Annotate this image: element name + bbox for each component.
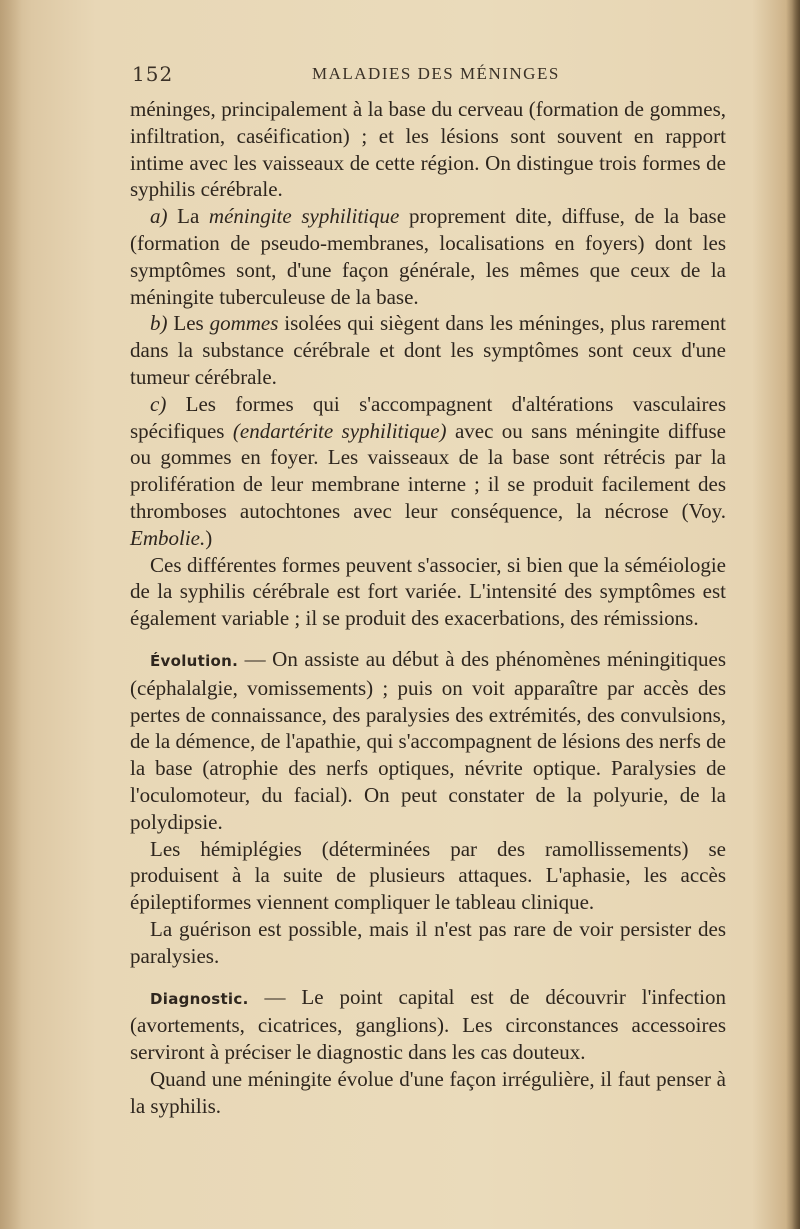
text-run: Les: [173, 311, 204, 336]
main-text: [130, 96, 726, 1119]
text-run: La: [177, 204, 200, 229]
text-run: avec ou sans méningite diffuse ou gommes en foyer. Les vaisseaux de la base sont rétrécis par la prolifération de leur membrane interne ; il se produit facilement des thromboses autochtones avec leur conséquence, la nécrose (Voy.: [130, 418, 727, 523]
page-header: [132, 62, 720, 92]
paragraph-semeiology: Ces différentes formes peuvent s'associer, si bien que la séméiologie de la syphilis cérébrale est fort variée. L'intensité des symptômes est également variable ; il se produit des exacerbations, des rémissions.: [130, 552, 726, 631]
list-marker-a: a): [150, 204, 168, 229]
text-run: — Le point capital est de découvrir l'infection (avortements, cicatrices, ganglions). Les circonstances accessoires serviront à préciser le diagnostic dans les cas douteux.: [130, 984, 727, 1065]
section-diagnostic: [130, 984, 726, 1066]
paragraph-form-a: [130, 203, 726, 310]
paragraph-form-c: [130, 391, 726, 552]
section-heading-diagnostic: Diagnostic.: [150, 989, 249, 1008]
list-marker-c: c): [150, 391, 167, 416]
text-run: ): [205, 525, 213, 550]
page-number: 152: [132, 62, 174, 86]
list-marker-b: b): [150, 311, 168, 336]
running-title: MALADIES DES MÉNINGES: [312, 64, 560, 83]
paragraph-form-b: [130, 310, 726, 390]
text-run: proprement dite, diffuse, de la base (formation de pseudo-membranes, localisations en foyers) dont les symptômes sont, d'une façon générale, les mêmes que ceux de la méningite tuberculeuse de la base.: [130, 204, 727, 309]
text-run: isolées qui siègent dans les méninges, plus rarement dans la substance cérébrale et dont les symptômes sont ceux d'une tumeur cérébrale.: [130, 311, 727, 389]
cross-reference: Embolie.: [130, 525, 206, 550]
section-evolution: [130, 646, 726, 836]
paragraph-intro: méninges, principalement à la base du cerveau (formation de gommes, infiltration, caséification) ; et les lésions sont souvent en rapport intime avec les vaisseaux de cette région. On distingue trois formes de syphilis cérébrale.: [130, 97, 726, 202]
emphasis-term: méningite syphilitique: [208, 204, 400, 229]
paragraph-hemiplegia: Les hémiplégies (déterminées par des ramollissements) se produisent à la suite de plusieurs attaques. L'aphasie, les accès épileptiformes viennent compliquer le tableau clinique.: [130, 836, 726, 915]
section-heading-evolution: Évolution.: [150, 651, 239, 670]
paragraph-recovery: La guérison est possible, mais il n'est pas rare de voir persister des paralysies.: [130, 916, 726, 968]
text-run: Les formes qui s'accompagnent d'altérations vasculaires spécifiques: [130, 391, 726, 443]
emphasis-term: gommes: [209, 311, 279, 336]
emphasis-term: (endartérite syphilitique): [232, 418, 447, 443]
paragraph-conclusion: Quand une méningite évolue d'une façon irrégulière, il faut penser à la syphilis.: [130, 1066, 726, 1118]
text-run: — On assiste au début à des phénomènes méningitiques (céphalalgie, vomissements) ; puis on voit apparaître par accès des pertes de connaissance, des paralysies des extrémités, des convulsions, de la démence, de l'apathie, qui s'accompagnent de lésions des nerfs de la base (atrophie des nerfs optiques, névrite optique. Paralysies de l'oculomoteur, du facial). On peut constater de la polyurie, de la polydipsie.: [130, 646, 726, 834]
